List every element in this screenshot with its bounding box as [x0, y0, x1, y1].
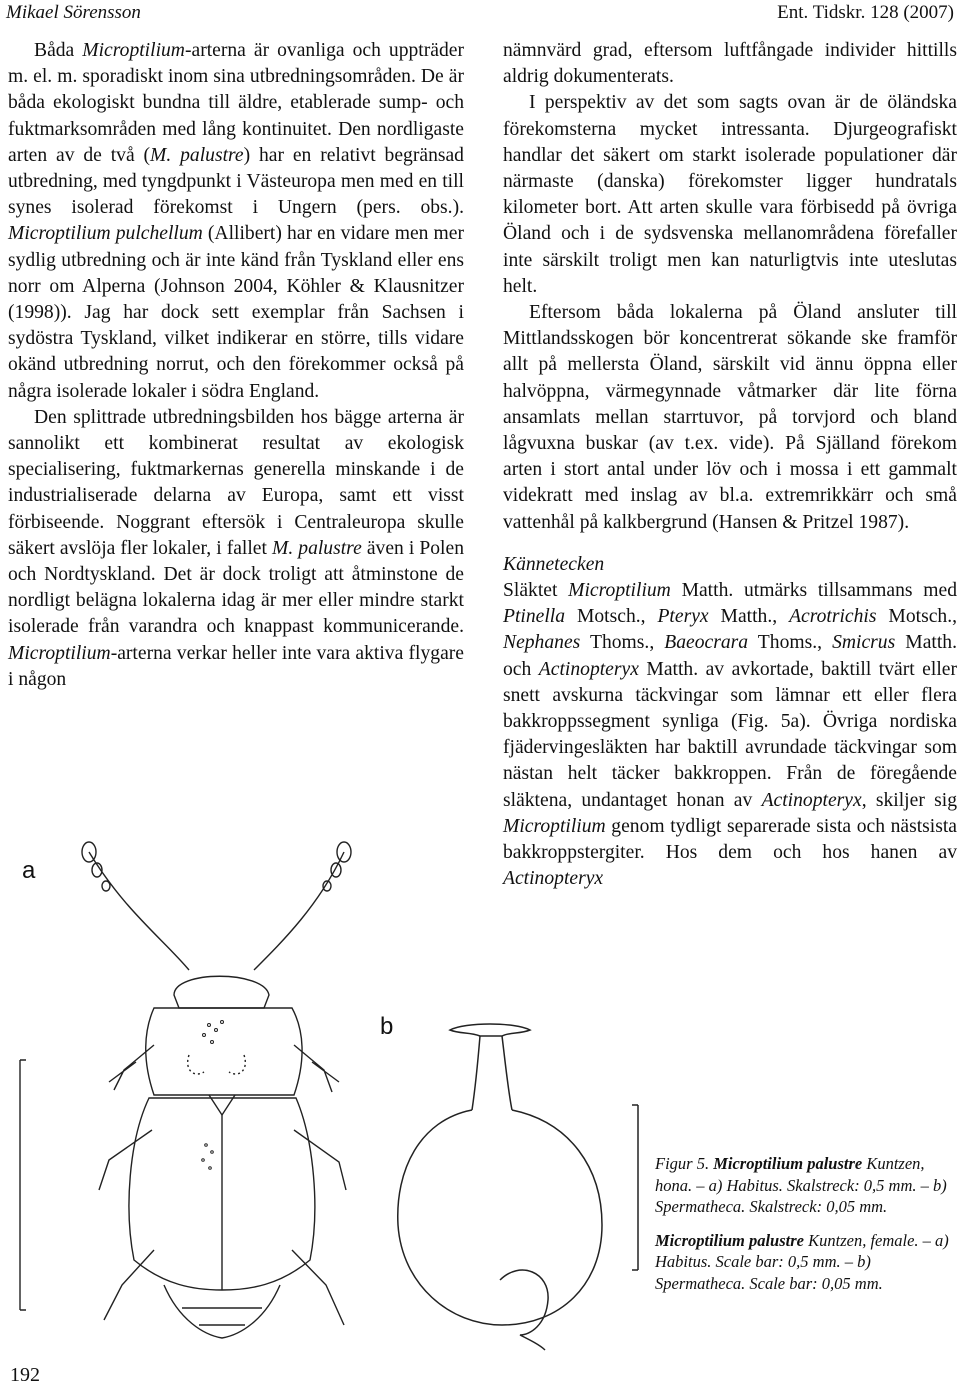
- paragraph-search-advice: Eftersom båda lokalerna på Öland ansluter till Mittlandsskogen bör koncentrerat sökande ske framför allt på mellersta Öland, särskilt vid ännu öppna eller halvöppna, värmegynnade våtmarker där lite förna ansamlats mellan starrtuvor, på torvjord och bland lågvuxna buskar (av t.ex. vide). På Själland förekom arten i stort antal under löv och i mossa i ett gammalt videkratt med inslag av bl.a. extremrikkärr och små vattenhål på kalkbergrund (Hansen & Pritzel 1987).: [503, 302, 957, 533]
- paragraph-flight: nämnvärd grad, eftersom luftfångade individer hittills aldrig dokumenterats.: [503, 40, 957, 88]
- section-heading-kannetecken: Kännetecken: [503, 553, 605, 575]
- caption-english: Microptilium palustre Kuntzen, female. – a) Habitus. Scale bar: 0,5 mm. – b) Spermatheca. Scale bar: 0,05 mm.: [655, 1230, 949, 1293]
- paragraph-fragmented-distribution: Den splittrade utbredningsbilden hos bägge arterna är sannolikt ett kombinerat resultat av ekologisk specialisering, fuktmarkernas generella minskande i de industrialiserade delarna av Europa, samt ett visst förbiseende. Noggrant eftersök i Centraleuropa skulle säkert avslöja fler lokaler, i fallet M. palustre även i Polen och Nordtyskland. Det är dock troligt att åtminstone de nordligt belägna lokalerna idag är mer eller mindre starkt isolerade från varandra och knappast kommunicerande. Microptilium-arterna verkar heller inte vara aktiva flygare i någon: [8, 406, 464, 690]
- left-column: [8, 38, 464, 693]
- beetle-habitus-illustration: [14, 830, 434, 1370]
- paragraph-characters: Släktet Microptilium Matth. utmärks tillsammans med Ptinella Motsch., Pteryx Matth., Acrotrichis Motsch., Nephanes Thoms., Baeocrara Thoms., Smicrus Matth. och Actinopteryx Matth. av avkortade, baktill tvärt eller snett avskurna täckvingar som lämnar ett eller flera bakkroppssegment synliga (Fig. 5a). Övriga nordiska fjädervingesläkten har baktill avrundade täckvingar som nästan helt täcker bakkroppen. Från de föregående släktena, undantaget honan av Actinopteryx, skiljer sig Microptilium genom tydligt separerade sista och nästsista bakkroppstergiter. Hos dem och hos hanen av Actinopteryx: [503, 580, 957, 890]
- right-column: [503, 38, 957, 893]
- running-header-journal: Ent. Tidskr. 128 (2007): [777, 2, 954, 23]
- caption-swedish: Figur 5. Microptilium palustre Kuntzen, hona. – a) Habitus. Skalstreck: 0,5 mm. – b) Spermatheca. Skalstreck: 0,05 mm.: [655, 1154, 947, 1216]
- running-header-author: Mikael Sörensson: [6, 2, 141, 23]
- figure-label-a: a: [22, 857, 36, 884]
- paragraph-oland: I perspektiv av det som sagts ovan är de öländska förekomsterna mycket intressanta. Djurgeografiskt handlar det säkert om starkt isolerade populationer där närmaste (danska) förekomster ligger hundratals kilometer bort. Att arten skulle vara förbisedd på övriga Öland och i de sydsvenska mellanområdena förefaller inte särskilt troligt men kan naturligtvis inte uteslutas helt.: [503, 92, 957, 297]
- scale-bar-b: [632, 1105, 638, 1270]
- scale-bar-a: [20, 1060, 26, 1310]
- page-number: 192: [10, 1364, 40, 1386]
- figure-caption: [655, 1153, 955, 1306]
- figure-label-b: b: [380, 1013, 394, 1040]
- paragraph-distribution: Båda Microptilium-arterna är ovanliga och uppträder m. el. m. sporadiskt inom sina utbredningsområden. De är båda ekologiskt bundna till äldre, etablerade sump- och fuktmarksområden med lång kontinuitet. Den nordligaste arten av de två (M. palustre) har en relativt begränsad utbredning, med tyngdpunkt i Västeuropa men med en till synes isolerad förekomst i Ungern (pers. obs.). Microptilium pulchellum (Allibert) har en vidare men mer sydlig utbredning och är inte känd från Tyskland eller ens norr om Alperna (Johnson 2004, Köhler & Klausnitzer (1998)). Jag har dock sett exemplar från Sachsen i sydöstra Tyskland, vilket indikerar en större, tills vidare okänd utbredning norrut, och den förekommer också på några isolerade lokaler i södra England.: [8, 40, 464, 402]
- spermatheca-illustration: [380, 1010, 655, 1355]
